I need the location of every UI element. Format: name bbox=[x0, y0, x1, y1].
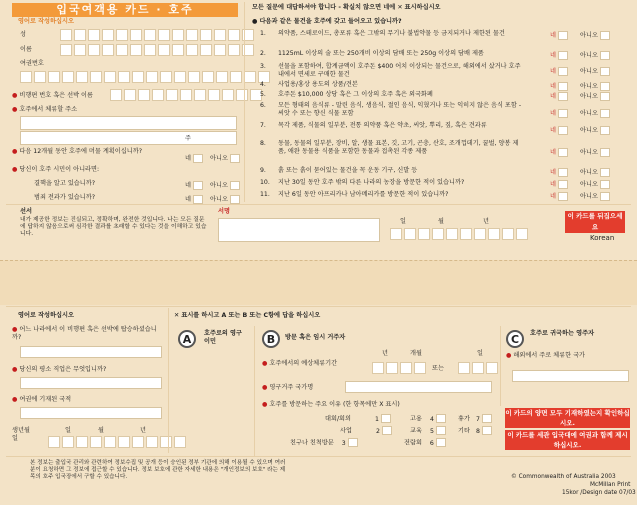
option-c-label: 호주로 귀국하는 영주자 bbox=[530, 330, 595, 337]
bullet-icon: ● bbox=[12, 106, 18, 113]
q-criminal-label: 범죄 전과가 있습니까? bbox=[34, 194, 96, 201]
notice-present-card: 이 카드를 세관 입국대에 여권과 함께 제시하십시오. bbox=[505, 430, 630, 450]
question-no[interactable]: 아니오 bbox=[580, 147, 610, 157]
question-no[interactable]: 아니오 bbox=[580, 191, 610, 201]
language-label: Korean bbox=[590, 234, 615, 242]
address-field-2[interactable] bbox=[20, 131, 237, 145]
reason-option[interactable]: 대회/회의 1 bbox=[325, 414, 391, 423]
question-yes[interactable]: 네 bbox=[550, 30, 568, 40]
c-country-field[interactable] bbox=[512, 370, 629, 382]
address-label: ● 호주에서 체류할 주소 bbox=[12, 106, 78, 113]
column-divider bbox=[168, 308, 169, 453]
section-divider bbox=[6, 204, 631, 205]
bullet-icon: ● bbox=[12, 92, 18, 99]
question-yes[interactable]: 네 bbox=[550, 125, 568, 135]
question-yes[interactable]: 네 bbox=[550, 81, 568, 91]
state-label: 주 bbox=[185, 135, 191, 142]
question-no[interactable]: 아니오 bbox=[580, 125, 610, 135]
q-live-no[interactable]: 아니오 bbox=[210, 153, 240, 163]
section-divider bbox=[6, 306, 631, 307]
printer: McMillan Print bbox=[590, 482, 631, 488]
stay-years-label: 년 bbox=[382, 350, 388, 357]
passport-field[interactable] bbox=[20, 71, 270, 83]
card-title: 입국여객용 카드 · 호주 bbox=[12, 3, 238, 17]
bottom-left-title: 영어로 작성하십시오 bbox=[18, 312, 74, 319]
abc-instruction: ✕ 표시를 하시고 A 또는 B 또는 C항에 답을 하십시오 bbox=[174, 312, 321, 319]
option-c-badge[interactable]: C bbox=[506, 330, 524, 348]
question-no[interactable]: 아니오 bbox=[580, 179, 610, 189]
q-tb-no[interactable]: 아니오 bbox=[210, 180, 240, 190]
notice-both-sides: 이 카드의 양면 모두 기재하였는지 확인하십시오. bbox=[505, 409, 630, 427]
question-no[interactable]: 아니오 bbox=[580, 91, 610, 101]
questions-header: ● 다음과 같은 물건을 호주에 갖고 들어오고 있습니까? bbox=[252, 18, 402, 25]
question-num: 1. bbox=[260, 30, 266, 37]
turn-over-tab: 이 카드를 뒤집으세요 bbox=[565, 211, 625, 233]
perforation-line bbox=[0, 260, 637, 305]
stay-duration-field[interactable] bbox=[372, 362, 426, 374]
question-num: 4. bbox=[260, 81, 266, 88]
date-year-label: 년 bbox=[483, 218, 489, 225]
occupation-field[interactable] bbox=[20, 377, 162, 389]
question-yes[interactable]: 네 bbox=[550, 147, 568, 157]
question-text: 동물, 동물의 일부분, 장비, 알, 생물 표본, 깃, 고기, 곤충, 산호, 조개껍데기, 꿀벌, 양봉 제품, 애완 동물용 식품을 포함한 동물과 접촉된 각종 제품 bbox=[278, 140, 519, 155]
reason-option[interactable]: 전람회 6 bbox=[404, 438, 446, 447]
question-text: 모든 형태의 음식류 - 말린 음식, 생음식, 절인 음식, 익혔거나 또는 익히지 않은 음식 포함 - 씨앗 수 또는 향신 식물 포함 bbox=[278, 102, 522, 117]
question-yes[interactable]: 네 bbox=[550, 167, 568, 177]
reason-option[interactable]: 고용 4 bbox=[410, 414, 446, 423]
declaration-text: 내가 제공한 정보는 진실되고, 정확하며, 완전한 것입니다. 나는 모든 질문에 답하지 않음으로써 심각한 결과를 초래할 수 있다는 것을 이해하고 있습니다. bbox=[20, 217, 207, 237]
reason-option[interactable]: 휴가 7 bbox=[458, 414, 492, 423]
q-tb-label: 결핵을 알고 있습니까? bbox=[34, 180, 96, 187]
question-no[interactable]: 아니오 bbox=[580, 50, 610, 60]
copyright: © Commonwealth of Australia 2003 bbox=[511, 474, 616, 480]
q-nationality-label: ● 여권에 기재된 국적 bbox=[12, 396, 72, 403]
section-divider bbox=[6, 456, 631, 457]
question-text: 1125mL 이상의 술 또는 250개비 이상의 담배 또는 250g 이상의 담배 제품 bbox=[278, 50, 484, 57]
form-id: 15kor /Design date 07/03 bbox=[562, 490, 636, 496]
stay-days-label: 일 bbox=[477, 350, 483, 357]
c-country-label: ● 해외에서 주로 체류한 국가 bbox=[506, 352, 586, 359]
question-text: 목각 제품, 식물의 일부분, 전통 의약품 혹은 약초, 씨앗, 뿌리, 짚, 혹은 견과류 bbox=[278, 122, 487, 129]
privacy-notice: 본 정보는 출입국 관리와 관련하여 정보수집 및 공개 등이 승인된 정부 기관에 의해 이용될 수 있으며 여러분이 요청하면 그 정보에 접근할 수 있습니다. 정보 보호에 관한 자세한 내용은 "개인정보의 보호" 라는 제목의 호주 입국장에서 구할 수 있습니다. bbox=[30, 460, 286, 480]
q-tb-yes[interactable]: 네 bbox=[185, 180, 203, 190]
declaration-title: 선서 bbox=[20, 208, 32, 215]
question-num: 7. bbox=[260, 122, 266, 129]
nonresident-label: ● 당신이 호주 시민이 아니라면: bbox=[12, 166, 100, 173]
passport-label: 여권번호 bbox=[20, 60, 44, 67]
question-no[interactable]: 아니오 bbox=[580, 108, 610, 118]
option-a-label: 호주로의 영구 이민 bbox=[204, 330, 243, 345]
question-text: 지난 30일 동안 호주 밖의 다른 나라의 농장을 방문한 적이 있습니까? bbox=[278, 179, 465, 186]
question-text: 의약품, 스테로이드, 총포류 혹은 그밖의 무기나 불법약물 등 금지되거나 제한된 물건 bbox=[278, 30, 505, 37]
residence-country-label: ● 영구거주 국가명 bbox=[262, 384, 314, 391]
signature-field[interactable] bbox=[218, 218, 380, 242]
question-yes[interactable]: 네 bbox=[550, 179, 568, 189]
nationality-field[interactable] bbox=[20, 407, 162, 419]
q-occupation-label: ● 당신의 평소 직업은 무엇입니까? bbox=[12, 366, 107, 373]
reason-option[interactable]: 친구나 친척방문 3 bbox=[290, 438, 358, 447]
question-num: 3. bbox=[260, 63, 266, 70]
q-criminal-yes[interactable]: 네 bbox=[185, 194, 203, 204]
column-divider bbox=[244, 2, 245, 202]
question-num: 8. bbox=[260, 140, 266, 147]
given-name-label: 이름 bbox=[20, 46, 32, 53]
signature-label: 서명 bbox=[218, 208, 230, 215]
stay-days-field[interactable] bbox=[458, 362, 498, 374]
question-num: 5. bbox=[260, 91, 266, 98]
reason-option[interactable]: 기타 8 bbox=[458, 426, 492, 435]
flight-field[interactable] bbox=[110, 89, 262, 101]
stay-or-label: 또는 bbox=[432, 365, 444, 372]
column-divider bbox=[500, 326, 501, 406]
dob-day-label: 일 bbox=[65, 427, 71, 434]
question-yes[interactable]: 네 bbox=[550, 91, 568, 101]
stay-months-label: 개월 bbox=[410, 350, 422, 357]
question-text: 사업용/홍상 용도의 상품/견본 bbox=[278, 81, 358, 88]
option-b-badge[interactable]: B bbox=[262, 330, 280, 348]
question-text: 지난 6일 동안 아프리카나 남아메리카를 방문한 적이 있습니까? bbox=[278, 191, 449, 198]
residence-country-field[interactable] bbox=[345, 381, 492, 393]
q-live-yes[interactable]: 네 bbox=[185, 153, 203, 163]
visit-reason-label: ● 호주를 방문하는 주요 이유 (한 항목에만 X 표시) bbox=[262, 401, 400, 408]
question-num: 10. bbox=[260, 179, 270, 186]
write-in-english-label: 영어로 작성하십시오 bbox=[18, 18, 74, 25]
questions-intro: 모든 질문에 대답하셔야 합니다 - 확실치 않으면 네에 ✕ 표시하십시오 bbox=[252, 4, 441, 11]
q-live-label: ● 다음 12개월 동안 호주에 머물 계획이십니까? bbox=[12, 148, 142, 155]
question-text: 호주돈 $10,000 상당 혹은 그 이상의 호주 혹은 외국화폐 bbox=[278, 91, 433, 98]
dob-year-label: 년 bbox=[140, 427, 146, 434]
question-yes[interactable]: 네 bbox=[550, 108, 568, 118]
dob-field[interactable] bbox=[48, 436, 186, 448]
question-no[interactable]: 아니오 bbox=[580, 30, 610, 40]
column-divider bbox=[254, 326, 255, 456]
reason-option[interactable]: 사업 2 bbox=[340, 426, 392, 435]
question-text: 흙 또는 흙이 묻어있는 물건을 꼭 운동 기구, 신발 등 bbox=[278, 167, 418, 174]
question-no[interactable]: 아니오 bbox=[580, 81, 610, 91]
date-day-label: 일 bbox=[400, 218, 406, 225]
surname-label: 성 bbox=[20, 31, 26, 38]
question-no[interactable]: 아니오 bbox=[580, 66, 610, 76]
q-boarded-label: ● 어느 나라에서 이 비행편 혹은 선박에 탑승하셨습니까? bbox=[12, 326, 157, 341]
date-month-label: 월 bbox=[438, 218, 444, 225]
reason-option[interactable]: 교육 5 bbox=[410, 426, 446, 435]
surname-field[interactable] bbox=[60, 29, 254, 41]
question-no[interactable]: 아니오 bbox=[580, 167, 610, 177]
q-criminal-no[interactable]: 아니오 bbox=[210, 194, 240, 204]
question-yes[interactable]: 네 bbox=[550, 50, 568, 60]
given-name-field[interactable] bbox=[60, 44, 254, 56]
visit-reason-options bbox=[290, 412, 500, 452]
question-num: 9. bbox=[260, 167, 266, 174]
dob-label: 생년월일 bbox=[12, 427, 30, 442]
question-num: 6. bbox=[260, 102, 266, 109]
dob-month-label: 월 bbox=[98, 427, 104, 434]
option-a-badge[interactable]: A bbox=[178, 330, 196, 348]
question-yes[interactable]: 네 bbox=[550, 66, 568, 76]
option-b-label: 방문 혹은 임시 거주자 bbox=[285, 334, 346, 341]
address-field[interactable] bbox=[20, 116, 237, 130]
question-num: 2. bbox=[260, 50, 266, 57]
declaration-date-field[interactable] bbox=[390, 228, 528, 240]
stay-duration-label: ● 호주에서의 예상체류기간 bbox=[262, 360, 338, 367]
question-yes[interactable]: 네 bbox=[550, 191, 568, 201]
boarded-field[interactable] bbox=[20, 346, 162, 358]
question-num: 11. bbox=[260, 191, 270, 198]
flight-label: ● 비행편 번호 혹은 선박 이름 bbox=[12, 92, 93, 99]
question-text: 선물을 포함하여, 합계금액이 호주돈 $400 어치 이상되는 물건으로, 해외에서 샀거나 호주내에서 면세로 구매한 물건 bbox=[278, 63, 521, 78]
